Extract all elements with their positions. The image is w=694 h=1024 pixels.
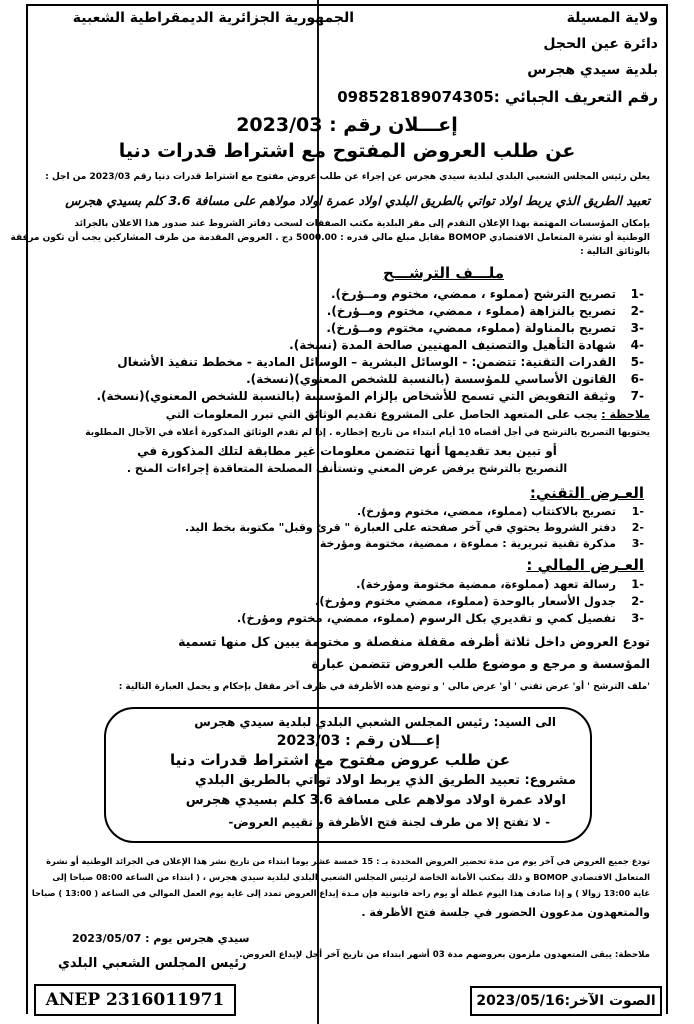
list-item: -1 تصريح الترشح (مملوء ، ممضي، مختوم ومــؤرخ). — [330, 287, 644, 301]
candidature-list — [84, 286, 644, 405]
intro-line-4: الوطنية أو نشرة المتعامل الاقتصادي BOMOP مقابل مبلغ مالي قدره : 5000.00 دج . العروض المقدمة من طرف المشاركين يجب أن تكون مرفقة — [10, 233, 650, 243]
technical-list — [84, 504, 644, 552]
financial-title: العـرض المالي : — [526, 556, 644, 574]
tax-id: رقم التعريف الجبائي :098528189074305 — [337, 88, 658, 106]
anep-reference: ANEP 2316011971 — [34, 984, 236, 1016]
deadline-line-2: المتعامل الاقتصادي BOMOP و ذلك بمكتب الأمانة الخاصة لرئيس المجلس الشعبي البلدي لبلدية سيدي هجرس ، ( ابتداء من الساعة 08:00 صباحا إلى — [52, 872, 650, 882]
remark-line-4: التصريح بالترشح يرفض عرض المعني وتستأنف المصلحة المتعاقدة إجراءات المنح . — [126, 462, 568, 475]
validity-note: ملاحظة: يبقى المتعهدون ملزمون بعروضهم مدة 03 أشهر ابتداء من تاريخ آخر أجل لإيداع العروض. — [239, 950, 650, 960]
deposit-line-2: المؤسسة و مرجع و موضوع طلب العروض تتضمن عبارة — [311, 656, 650, 671]
candidature-title: ملـــف الترشـــح — [382, 264, 504, 282]
list-item: -2 دفتر الشروط يحتوي في آخر صفحته على العبارة " قرئ وقبل" مكتوبة بخط اليد. — [185, 521, 644, 534]
signature-place-date: سيدي هجرس يوم : 2023/05/07 — [72, 932, 250, 945]
intro-line-5: بالوثائق التالية : — [580, 247, 650, 257]
remark-line-2: يحتويها التصريح بالترشح في أجل أقصاه 10 أيام ابتداء من تاريخ إخطاره . إذا لم تقدم الوثائق المذكورة أعلاه في الآجال المطلوبة — [85, 428, 650, 438]
remark-line-1: يجب على المتعهد الحاصل على المشروع تقديم الوثائق التي تبرر المعلومات التي — [165, 408, 598, 421]
envelope-warning: - لا تفتح إلا من طرف لجنة فتح الأظرفة و تقييم العروض- — [228, 815, 550, 829]
announcement-subject: عن طلب العروض المفتوح مع اشتراط قدرات دنيا — [118, 140, 576, 162]
list-item: -3 مذكرة تقنية تبريرية : مملوءة ، ممضية، مختومة ومؤرخة — [319, 537, 644, 550]
remark-line-3: أو تبين بعد تقديمها أنها تتضمن معلومات غير مطابقة لتلك المذكورة في — [137, 444, 557, 458]
financial-list — [84, 576, 644, 627]
list-item: -7 وثيقة التفويض التي تسمح للأشخاص بإلزام المؤسسة (بالنسبة للشخص المعنوي)(نسخة). — [96, 389, 644, 403]
envelope-subject: عن طلب عروض مفتوح مع اشتراط قدرات دنيا — [170, 751, 510, 769]
intro-project: تعبيد الطريق الذي يربط اولاد تواتي بالطريق البلدي اولاد عمرة اولاد مولاهم على مسافة 3.6 كلم بسيدي هجرس — [65, 193, 650, 208]
deadline-line-3: غاية 13:00 زوالا ) و إذا صادف هذا اليوم عطلة أو يوم راحة قانونية فإن مـدة إيداع العروض تمدد إلى غاية يوم العمل الموالي في الساعة ( 13:00 ) صباحا — [31, 888, 650, 898]
technical-title: العـرض التقني: — [529, 484, 644, 502]
list-item: -1 رسالة تعهد (مملوءة، ممضية مختومة ومؤرخة). — [356, 577, 644, 591]
envelope-project-2: اولاد عمرة اولاد مولاهم على مسافة 3.6 كلم بسيدي هجرس — [185, 793, 566, 808]
list-item: -5 القدرات التقنية: تتضمن: - الوسائل البشرية – الوسائل المادية - مخطط تنفيذ الأشغال — [117, 355, 644, 369]
deadline-line-4: والمتعهدون مدعوون الحضور في جلسة فتح الأظرفة . — [361, 906, 650, 919]
intro-line-3: بإمكان المؤسسات المهتمة بهذا الإعلان التقدم إلى مقر البلدية مكتب الصفقات لسحب دفاتر الشروط عند صدور هذا الاعلان بالجرائد — [74, 219, 650, 229]
intro-line-1: يعلن رئيس المجلس الشعبي البلدي لبلدية سيدي هجرس عن إجراء عن طلب عروض مفتوح مع اشتراط قدرات دنيا رقم 2023/03 من اجل : — [45, 172, 650, 182]
deposit-line-3: 'ملف الترشح ' أو' عرض تقني ' أو' عرض مالي ' و توضع هذه الأظرفة في ظرف آخر مقفل بإحكام و يحمل العبارة التالية : — [118, 682, 650, 692]
remark-block — [44, 406, 650, 478]
envelope-label-box — [104, 707, 592, 843]
list-item: -2 جدول الأسعار بالوحدة (مملوء، ممضي مختوم ومؤرخ). — [315, 594, 644, 608]
list-item: -4 شهادة التأهيل والتصنيف المهنيين صالحة المدة (نسخة). — [289, 338, 644, 352]
envelope-announcement: إعـــلان رقم : 2023/03 — [276, 733, 440, 749]
deadline-line-1: تودع جميع العروض في آخر يوم من مدة تحضير العروض المحددة بـ : 15 خمسة عشر يوما ابتداء من تاريخ نشر هذا الإعلان في الجرائد الوطنية أو نشرة — [46, 856, 650, 866]
list-item: -6 القانون الأساسي للمؤسسة (بالنسبة للشخص المعنوي)(نسخة). — [246, 372, 644, 386]
deposit-line-1: تودع العروض داخل ثلاثة أظرفه مقفلة منفصلة و مختومة يبين كل منها تسمية — [178, 634, 650, 649]
signature-title: رئيس المجلس الشعبي البلدي — [58, 956, 247, 971]
commune-label: بلدية سيدي هجرس — [527, 62, 658, 78]
wilaya-label: ولاية المسيلة — [566, 10, 658, 26]
page-frame-right — [666, 4, 668, 1014]
list-item: -2 تصريح بالنزاهة (مملوء ، ممضي، مختوم ومــؤرخ). — [326, 304, 644, 318]
republic-header: الجمهورية الجزائرية الديمقراطية الشعبية — [72, 10, 354, 26]
remark-label: ملاحظة : — [601, 408, 650, 421]
list-item: -3 تفصيل كمي و تقديري بكل الرسوم (مملوء، ممضي، مختوم ومؤرخ). — [236, 611, 644, 625]
list-item: -3 تصريح بالمناولة (مملوء، ممضي، مختوم ومــؤرخ). — [326, 321, 644, 335]
daira-label: دائرة عين الحجل — [543, 36, 658, 52]
page-frame-top — [26, 4, 668, 6]
envelope-recipient: الى السيد: رئيس المجلس الشعبي البلدي لبلدية سيدي هجرس — [194, 715, 556, 729]
newspaper-date: الصوت الآخر:2023/05/16 — [470, 986, 662, 1016]
page-frame-left — [26, 4, 28, 1014]
list-item: -1 تصريح بالاكتتاب (مملوء، ممضي، مختوم ومؤرخ). — [357, 505, 644, 518]
announcement-number: إعـــلان رقم : 2023/03 — [236, 114, 458, 136]
envelope-project-1: مشروع: تعبيد الطريق الذي يربط اولاد تواتي بالطريق البلدي — [194, 773, 576, 788]
